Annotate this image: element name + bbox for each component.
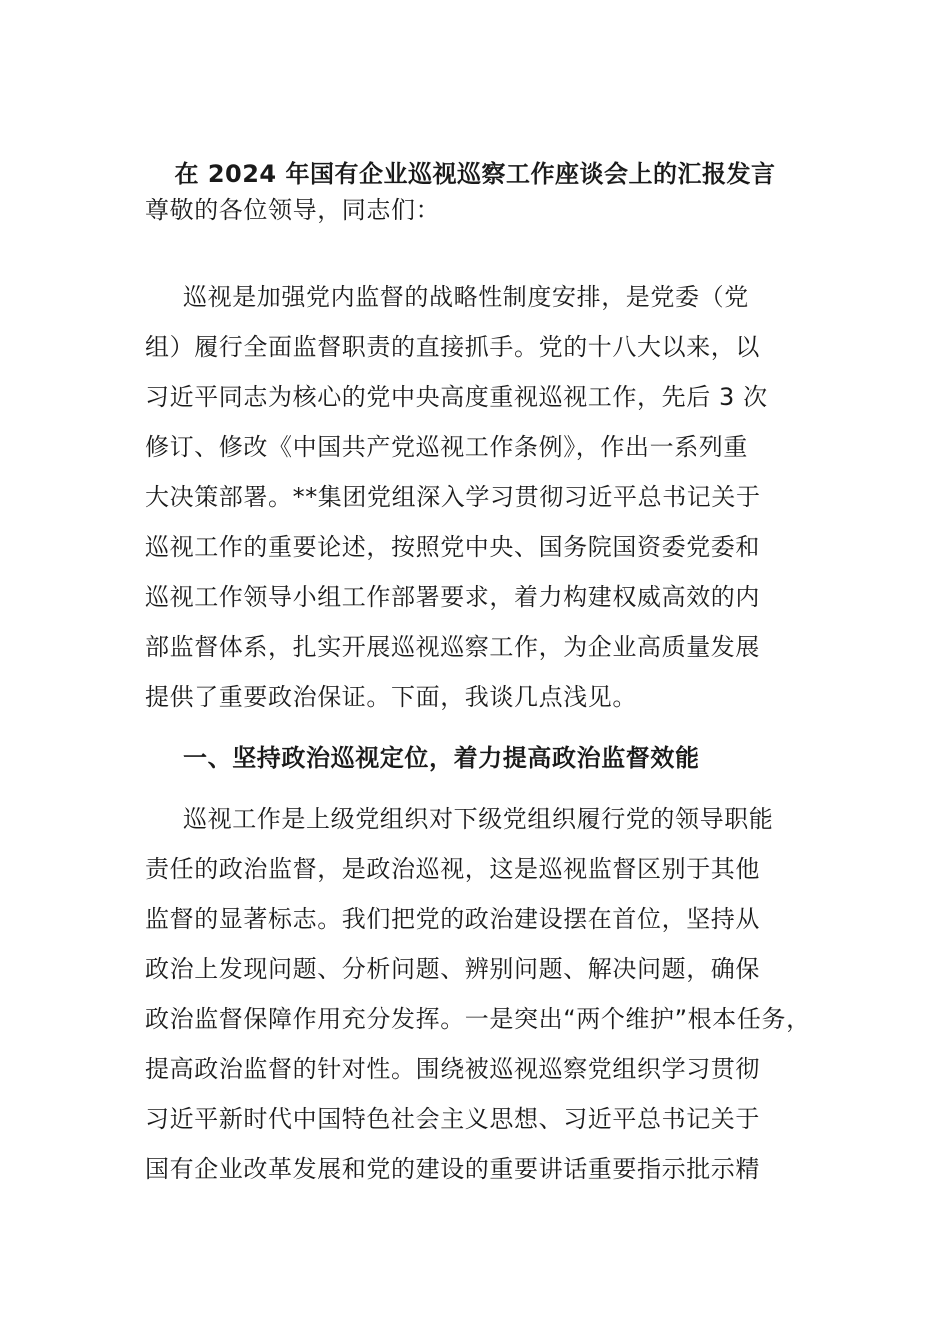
paragraph-line: 大决策部署。**集团党组深入学习贯彻习近平总书记关于: [145, 483, 761, 511]
paragraph-line: 提供了重要政治保证。下面，我谈几点浅见。: [145, 683, 637, 711]
paragraph-line: 国有企业改革发展和党的建设的重要讲话重要指示批示精: [145, 1155, 760, 1183]
paragraph-line: 巡视工作领导小组工作部署要求，着力构建权威高效的内: [145, 583, 760, 611]
paragraph-line: 修订、修改《中国共产党巡视工作条例》，作出一系列重: [145, 433, 748, 461]
paragraph-line: 监督的显著标志。我们把党的政治建设摆在首位，坚持从: [145, 905, 760, 933]
paragraph-line: 政治上发现问题、分析问题、辨别问题、解决问题，确保: [145, 955, 760, 983]
paragraph-line: 巡视工作的重要论述，按照党中央、国务院国资委党委和: [145, 533, 760, 561]
paragraph-line: 组）履行全面监督职责的直接抓手。党的十八大以来，以: [145, 333, 760, 361]
paragraph-line: 巡视工作是上级党组织对下级党组织履行党的领导职能: [183, 805, 774, 833]
salutation: 尊敬的各位领导，同志们：: [145, 196, 441, 224]
paragraph-line: 政治监督保障作用充分发挥。一是突出“两个维护”根本任务，: [145, 1005, 811, 1033]
paragraph-line: 部监督体系，扎实开展巡视巡察工作，为企业高质量发展: [145, 633, 760, 661]
paragraph-line: 责任的政治监督，是政治巡视，这是巡视监督区别于其他: [145, 855, 760, 883]
paragraph-line: 习近平新时代中国特色社会主义思想、习近平总书记关于: [145, 1105, 760, 1133]
paragraph-line: 提高政治监督的针对性。围绕被巡视巡察党组织学习贯彻: [145, 1055, 760, 1083]
section-heading: 一、坚持政治巡视定位，着力提高政治监督效能: [183, 744, 700, 772]
paragraph-line: 巡视是加强党内监督的战略性制度安排，是党委（党: [183, 283, 749, 311]
document-title: 在 2024 年国有企业巡视巡察工作座谈会上的汇报发言: [174, 160, 776, 188]
paragraph-line: 习近平同志为核心的党中央高度重视巡视工作，先后 3 次: [145, 383, 768, 411]
